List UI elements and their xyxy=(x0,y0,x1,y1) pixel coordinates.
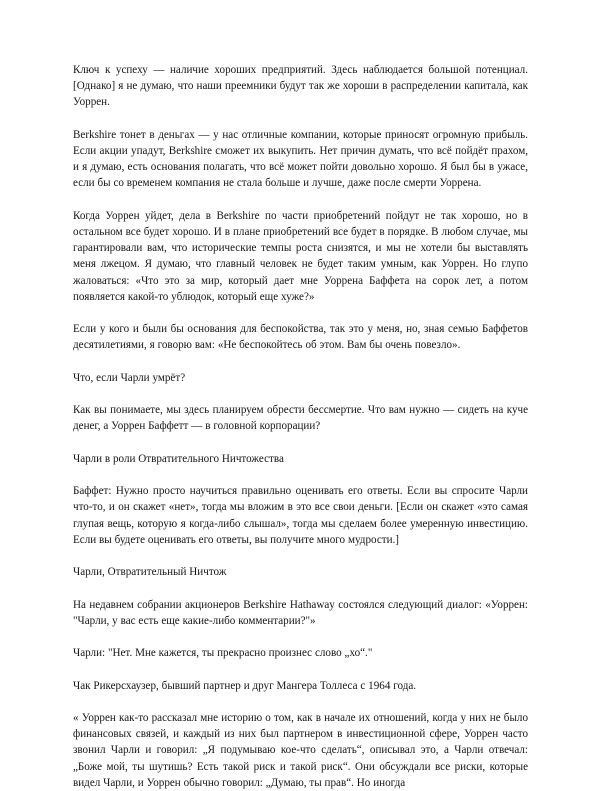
document-body xyxy=(73,62,528,791)
attribution-line: Чак Рикерсхаузер, бывший партнер и друг Мангера Толлеса с 1964 года. xyxy=(73,679,417,692)
paragraph: Berkshire тонет в деньгах — у нас отличные компании, которые приносят огромную прибыль. Если акции упадут, Berkshire сможет их выкупить. Нет причин думать, что всё пойдёт прахом, и я думаю, есть основания полагать, что всё может пойти довольно хорошо. Я был бы в ужасе, если бы со временем компания не стала больше и лучше, даже после смерти Уоррена. xyxy=(73,128,528,190)
paragraph: « Уоррен как-то рассказал мне историю о том, как в начале их отношений, когда у них не было финансовых связей, и каждый из них был партнером в инвестиционной сфере, Уоррен часто звонил Чарли и говорил: „Я подумываю кое-что сделать“, описывал это, а Чарли отвечал: „Боже мой, ты шутишь? Есть такой риск и такой риск“. Они обсуждали все риски, которые видел Чарли, и Уоррен обычно говорил: „Думаю, ты прав“. Но иногда xyxy=(73,711,528,789)
section-heading: Чарли, Отвратительный Ничтож xyxy=(73,566,227,579)
section-heading: Чарли в роли Отвратительного Ничтожества xyxy=(73,452,284,465)
paragraph: Когда Уоррен уйдет, дела в Berkshire по части приобретений пойдут не так хорошо, но в остальном все будет хорошо. И в плане приобретений все будет в порядке. В любом случае, мы гарантировали вам, что исторические темпы роста снизятся, и мы не хотели бы выставлять меня лжецом. Я думаю, что главный человек не будет таким умным, как Уоррен. Но глупо жаловаться: «Что это за мир, который дает мне Уоррена Баффета на сорок лет, а потом появляется какой-то ублюдок, который еще хуже?» xyxy=(73,209,528,303)
question-heading: Что, если Чарли умрёт? xyxy=(73,371,186,384)
paragraph: Ключ к успеху — наличие хороших предприятий. Здесь наблюдается большой потенциал. [Однако] я не думаю, что наши преемники будут так же хороши в распределении капитала, как Уоррен. xyxy=(73,64,528,109)
paragraph: Если у кого и были бы основания для беспокойства, так это у меня, но, зная семью Баффетов десятилетиями, я говорю вам: «Не беспокойтесь об этом. Вам бы очень повезло». xyxy=(73,323,528,352)
dialogue-line: Чарли: "Нет. Мне кажется, ты прекрасно произнес слово „хо“." xyxy=(73,647,373,660)
paragraph: Как вы понимаете, мы здесь планируем обрести бессмертие. Что вам нужно — сидеть на куче денег, а Уоррен Баффетт — в головной корпорации? xyxy=(73,404,528,433)
paragraph: На недавнем собрании акционеров Berkshire Hathaway состоялся следующий диалог: «Уоррен: "Чарли, у вас есть еще какие-либо комментарии?"» xyxy=(73,598,528,627)
paragraph: Баффет: Нужно просто научиться правильно оценивать его ответы. Если вы спросите Чарли что-то, и он скажет «нет», тогда мы вложим в это все свои деньги. [Если он скажет «это самая глупая вещь, которую я когда-либо слышал», тогда мы сделаем более умеренную инвестицию. Если вы будете оценивать его ответы, вы получите много мудрости.] xyxy=(73,485,528,546)
